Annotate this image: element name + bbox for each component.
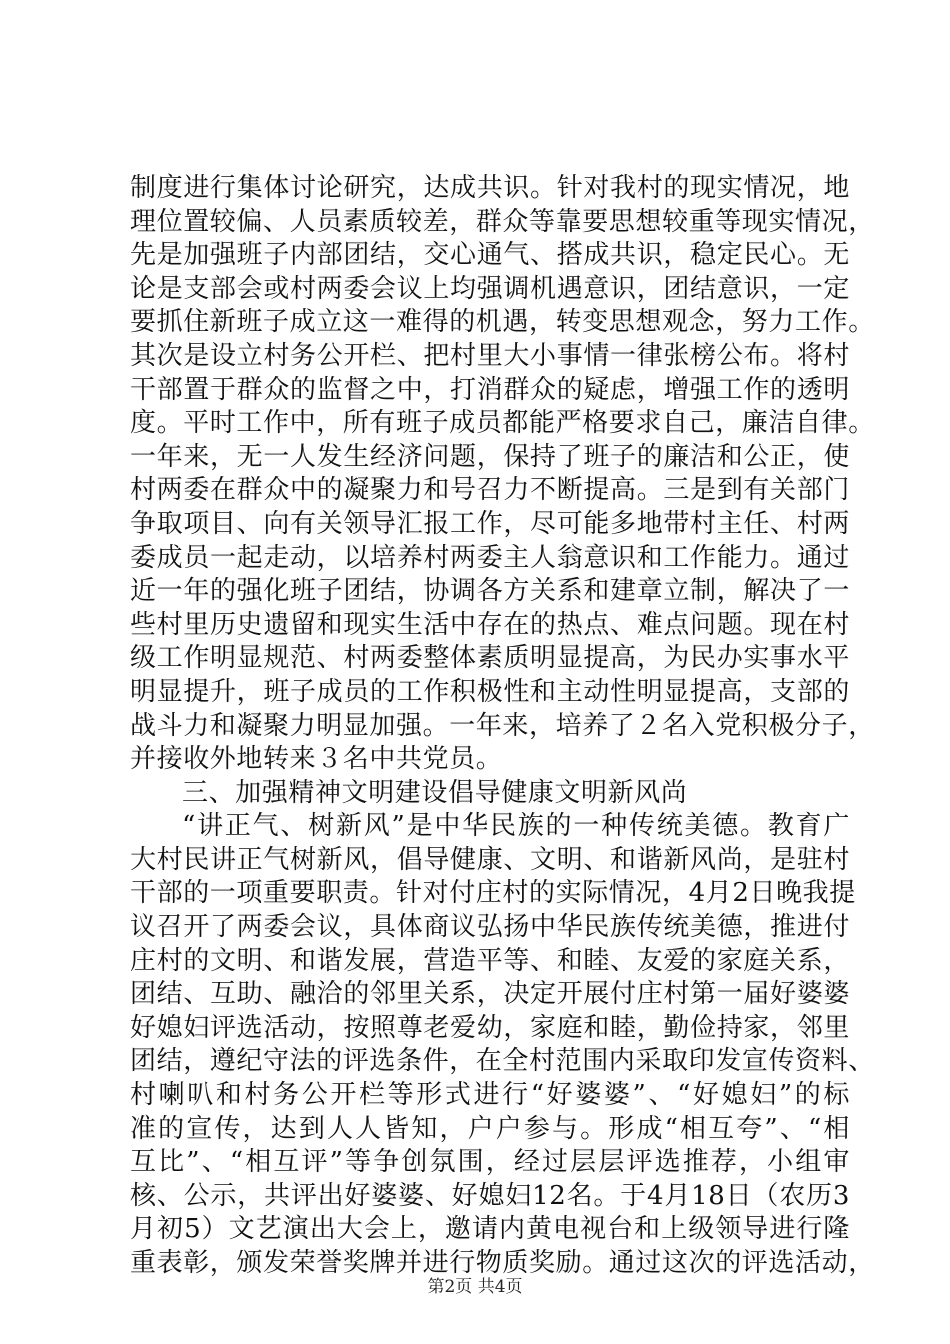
- text-line: 级工作明显规范、村两委整体素质明显提高，为民办实事水平: [130, 643, 850, 674]
- text-line: “讲正气、树新风”是中华民族的一种传统美德。教育广: [182, 811, 850, 842]
- text-line: 委成员一起走动，以培养村两委主人翁意识和工作能力。通过: [130, 542, 850, 573]
- text-line: 议召开了两委会议，具体商议弘扬中华民族传统美德，推进付: [130, 912, 850, 943]
- text-line: 村两委在群众中的凝聚力和号召力不断提高。三是到有关部门: [130, 475, 850, 506]
- text-line: 争取项目、向有关领导汇报工作，尽可能多地带村主任、村两: [130, 508, 850, 539]
- text-line: 庄村的文明、和谐发展，营造平等、和睦、友爱的家庭关系，: [130, 945, 850, 976]
- text-line: 论是支部会或村两委会议上均强调机遇意识，团结意识，一定: [130, 273, 850, 304]
- body-text: [130, 172, 875, 1281]
- text-line: 互比”、“相互评”等争创氛围，经过层层评选推荐，小组审: [130, 1147, 850, 1178]
- text-line: 月初5）文艺演出大会上，邀请内黄电视台和上级领导进行隆: [130, 1214, 850, 1245]
- text-line: 干部的一项重要职责。针对付庄村的实际情况，4月2日晚我提: [130, 878, 856, 909]
- text-line: 好媳妇评选活动，按照尊老爱幼，家庭和睦，勤俭持家，邻里: [130, 1012, 850, 1043]
- text-line: 其次是设立村务公开栏、把村里大小事情一律张榜公布。将村: [130, 340, 850, 371]
- text-line: 要抓住新班子成立这一难得的机遇，转变思想观念，努力工作。: [130, 307, 875, 338]
- text-line: 准的宣传，达到人人皆知，户户参与。形成“相互夸”、“相: [130, 1113, 850, 1144]
- text-line: 度。平时工作中，所有班子成员都能严格要求自己，廉洁自律。: [130, 408, 875, 439]
- text-line: 理位置较偏、人员素质较差，群众等靠要思想较重等现实情况，: [130, 206, 875, 237]
- text-line: 团结，遵纪守法的评选条件，在全村范围内采取印发宣传资料、: [130, 1046, 875, 1077]
- text-line: 干部置于群众的监督之中，打消群众的疑虑，增强工作的透明: [130, 374, 850, 405]
- section-heading: 三、加强精神文明建设倡导健康文明新风尚: [182, 777, 688, 808]
- text-line: 大村民讲正气树新风，倡导健康、文明、和谐新风尚，是驻村: [130, 844, 850, 875]
- text-line: 并接收外地转来３名中共党员。: [130, 744, 503, 775]
- text-line: 重表彰，颁发荣誉奖牌并进行物质奖励。通过这次的评选活动，: [130, 1248, 875, 1278]
- text-line: 些村里历史遗留和现实生活中存在的热点、难点问题。现在村: [130, 609, 850, 640]
- text-line: 近一年的强化班子团结，协调各方关系和建章立制，解决了一: [130, 576, 850, 607]
- text-line: 村喇叭和村务公开栏等形式进行“好婆婆”、“好媳妇”的标: [130, 1080, 850, 1111]
- page-footer: 第2页 共4页: [427, 1277, 523, 1297]
- text-line: 明显提升，班子成员的工作积极性和主动性明显提高，支部的: [130, 676, 850, 707]
- text-line: 战斗力和凝聚力明显加强。一年来，培养了２名入党积极分子，: [130, 710, 875, 741]
- text-line: 一年来，无一人发生经济问题，保持了班子的廉洁和公正，使: [130, 441, 850, 472]
- text-line: 核、公示，共评出好婆婆、好媳妇12名。于4月18日（农历3: [130, 1180, 850, 1211]
- text-line: 制度进行集体讨论研究，达成共识。针对我村的现实情况，地: [130, 173, 850, 203]
- text-line: 先是加强班子内部团结，交心通气、搭成共识，稳定民心。无: [130, 240, 850, 271]
- text-line: 团结、互助、融洽的邻里关系，决定开展付庄村第一届好婆婆: [130, 979, 850, 1010]
